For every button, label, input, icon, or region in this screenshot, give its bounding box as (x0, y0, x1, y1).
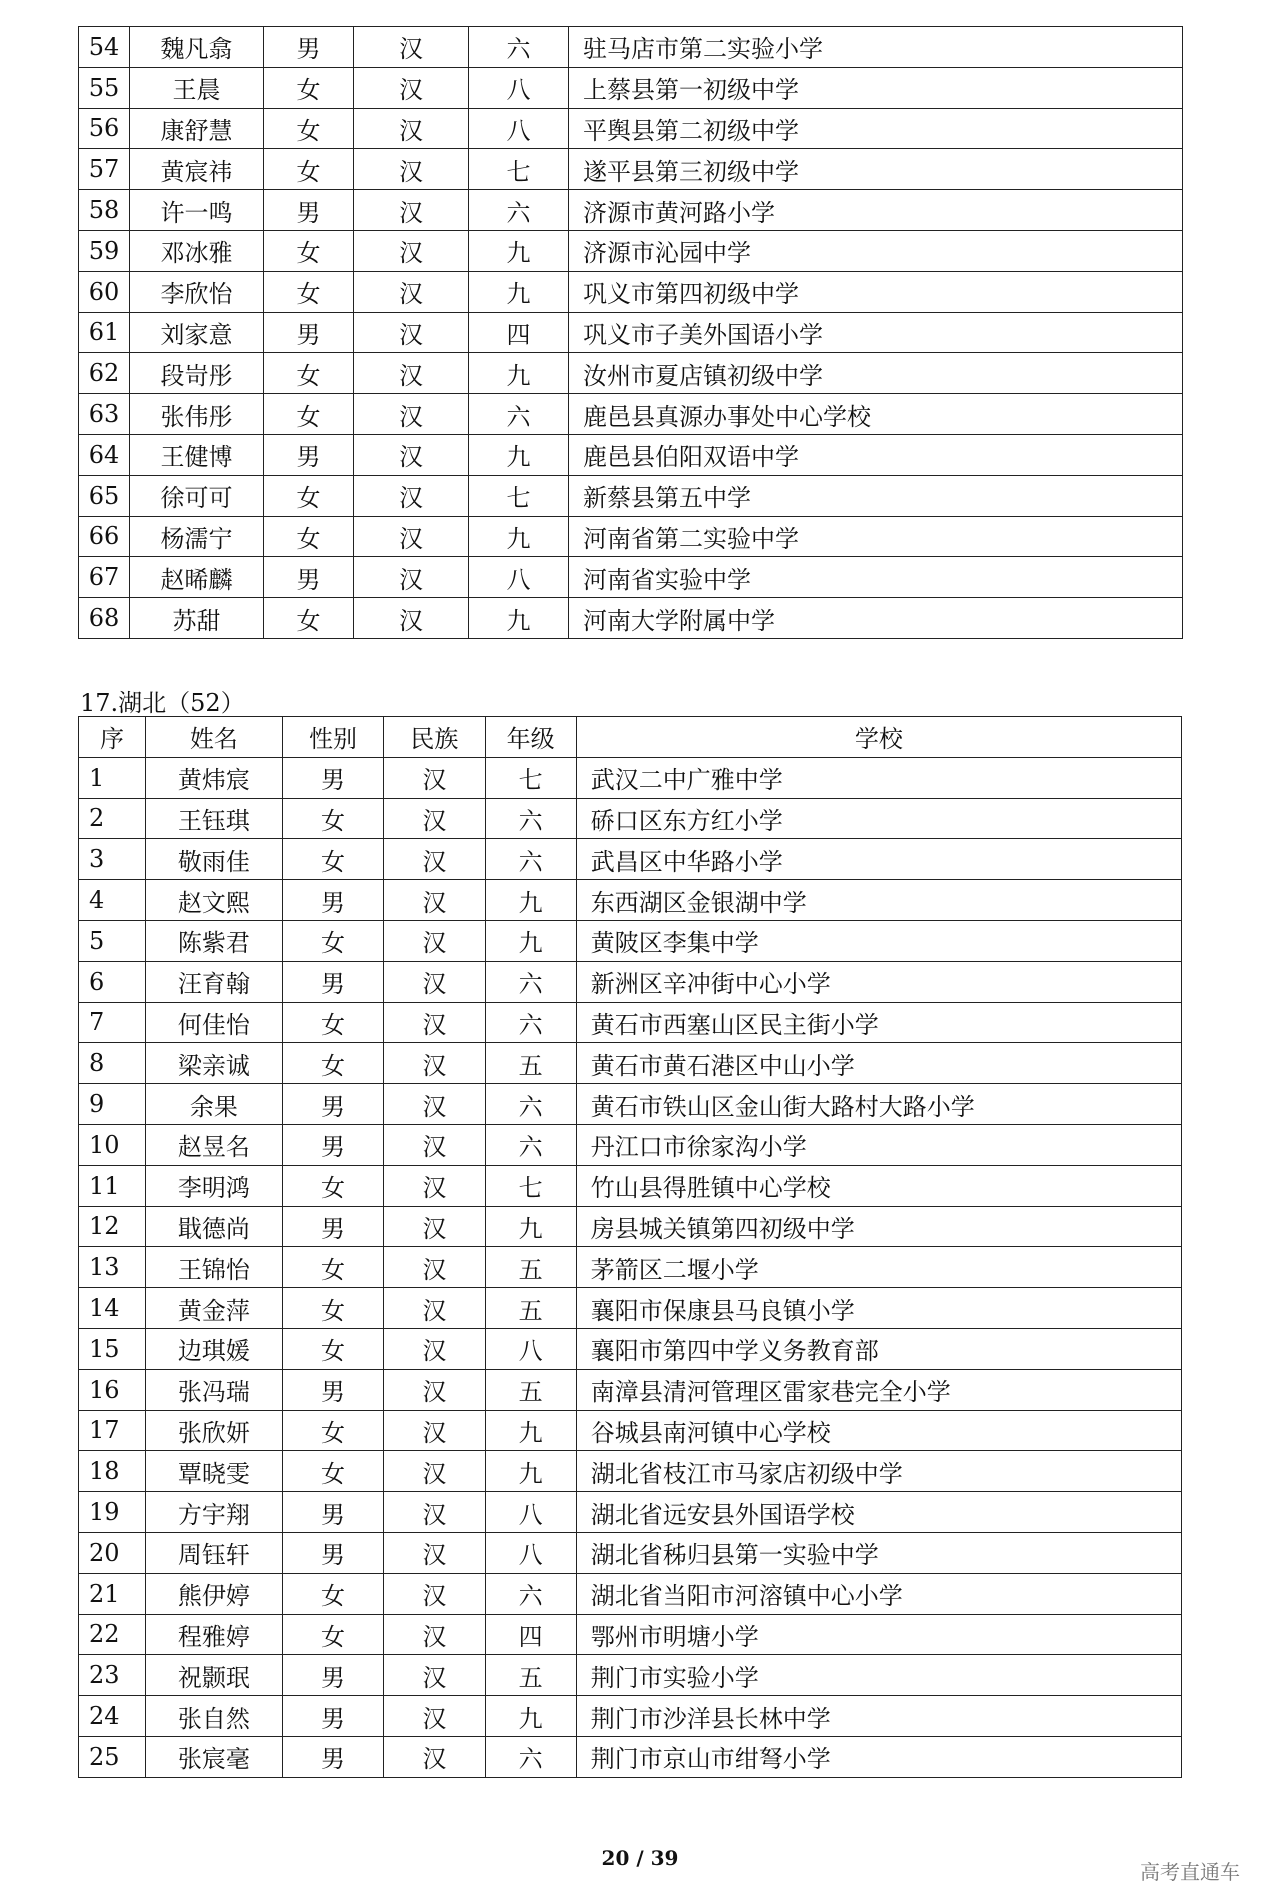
cell-gender: 女 (264, 271, 354, 312)
cell-gender: 男 (282, 1084, 383, 1125)
cell-seq: 54 (79, 27, 130, 68)
cell-gender: 女 (264, 149, 354, 190)
cell-ethnicity: 汉 (384, 1655, 485, 1696)
cell-school: 硚口区东方红小学 (576, 798, 1181, 839)
table-row (79, 230, 1183, 271)
cell-ethnicity: 汉 (384, 1410, 485, 1451)
cell-ethnicity: 汉 (384, 1002, 485, 1043)
cell-seq: 67 (79, 557, 130, 598)
cell-name: 戢德尚 (145, 1206, 282, 1247)
cell-seq: 1 (79, 757, 146, 798)
cell-ethnicity: 汉 (354, 557, 469, 598)
cell-grade: 九 (469, 353, 569, 394)
cell-gender: 女 (282, 798, 383, 839)
cell-grade: 六 (485, 1084, 576, 1125)
cell-gender: 女 (264, 67, 354, 108)
cell-grade: 五 (485, 1655, 576, 1696)
cell-seq: 12 (79, 1206, 146, 1247)
cell-gender: 女 (282, 1288, 383, 1329)
cell-name: 李欣怡 (130, 271, 264, 312)
cell-gender: 男 (282, 1369, 383, 1410)
cell-gender: 男 (264, 312, 354, 353)
table-row (79, 1247, 1182, 1288)
cell-school: 济源市沁园中学 (569, 230, 1183, 271)
cell-seq: 14 (79, 1288, 146, 1329)
cell-gender: 女 (264, 353, 354, 394)
cell-seq: 57 (79, 149, 130, 190)
cell-school: 武昌区中华路小学 (576, 839, 1181, 880)
table-row (79, 880, 1182, 921)
cell-grade: 六 (485, 1736, 576, 1777)
cell-grade: 六 (485, 1002, 576, 1043)
cell-school: 湖北省当阳市河溶镇中心小学 (576, 1573, 1181, 1614)
cell-ethnicity: 汉 (384, 1696, 485, 1737)
cell-grade: 八 (485, 1328, 576, 1369)
cell-ethnicity: 汉 (384, 1328, 485, 1369)
cell-name: 何佳怡 (145, 1002, 282, 1043)
cell-grade: 五 (485, 1288, 576, 1329)
table-row (79, 394, 1183, 435)
cell-ethnicity: 汉 (384, 1451, 485, 1492)
cell-ethnicity: 汉 (384, 1288, 485, 1329)
cell-ethnicity: 汉 (354, 475, 469, 516)
cell-grade: 九 (469, 598, 569, 639)
cell-school: 新蔡县第五中学 (569, 475, 1183, 516)
cell-seq: 62 (79, 353, 130, 394)
cell-name: 汪育翰 (145, 961, 282, 1002)
student-table-hubei (78, 716, 1182, 1778)
cell-school: 驻马店市第二实验小学 (569, 27, 1183, 68)
cell-ethnicity: 汉 (384, 1084, 485, 1125)
cell-grade: 九 (485, 1206, 576, 1247)
cell-ethnicity: 汉 (354, 67, 469, 108)
cell-grade: 八 (485, 1492, 576, 1533)
cell-name: 张冯瑞 (145, 1369, 282, 1410)
cell-seq: 22 (79, 1614, 146, 1655)
cell-ethnicity: 汉 (384, 1573, 485, 1614)
cell-gender: 女 (282, 920, 383, 961)
cell-seq: 21 (79, 1573, 146, 1614)
cell-seq: 58 (79, 190, 130, 231)
table-row (79, 108, 1183, 149)
cell-gender: 女 (282, 1410, 383, 1451)
cell-grade: 九 (485, 1410, 576, 1451)
cell-seq: 6 (79, 961, 146, 1002)
cell-seq: 18 (79, 1451, 146, 1492)
header-gender: 性别 (282, 717, 383, 758)
cell-grade: 六 (469, 394, 569, 435)
cell-school: 房县城关镇第四初级中学 (576, 1206, 1181, 1247)
cell-gender: 女 (264, 516, 354, 557)
cell-grade: 七 (469, 475, 569, 516)
cell-seq: 55 (79, 67, 130, 108)
cell-gender: 男 (264, 190, 354, 231)
cell-seq: 61 (79, 312, 130, 353)
table-row (79, 920, 1182, 961)
table-row (79, 1410, 1182, 1451)
cell-ethnicity: 汉 (354, 434, 469, 475)
cell-ethnicity: 汉 (384, 1206, 485, 1247)
cell-grade: 八 (469, 108, 569, 149)
cell-school: 湖北省秭归县第一实验中学 (576, 1532, 1181, 1573)
cell-ethnicity: 汉 (384, 798, 485, 839)
cell-seq: 5 (79, 920, 146, 961)
cell-school: 黄石市铁山区金山街大路村大路小学 (576, 1084, 1181, 1125)
cell-grade: 八 (469, 67, 569, 108)
cell-name: 梁亲诚 (145, 1043, 282, 1084)
cell-ethnicity: 汉 (384, 880, 485, 921)
cell-grade: 六 (485, 1124, 576, 1165)
cell-seq: 16 (79, 1369, 146, 1410)
cell-school: 丹江口市徐家沟小学 (576, 1124, 1181, 1165)
cell-gender: 男 (282, 1124, 383, 1165)
cell-grade: 五 (485, 1043, 576, 1084)
table-row (79, 1655, 1182, 1696)
cell-ethnicity: 汉 (384, 1247, 485, 1288)
table-row (79, 1614, 1182, 1655)
section-title-hubei: 17.湖北（52） (80, 689, 245, 717)
cell-seq: 66 (79, 516, 130, 557)
cell-gender: 男 (282, 1532, 383, 1573)
cell-name: 周钰轩 (145, 1532, 282, 1573)
cell-gender: 女 (264, 230, 354, 271)
cell-seq: 65 (79, 475, 130, 516)
cell-school: 东西湖区金银湖中学 (576, 880, 1181, 921)
cell-school: 湖北省远安县外国语学校 (576, 1492, 1181, 1533)
cell-grade: 五 (485, 1369, 576, 1410)
cell-ethnicity: 汉 (354, 271, 469, 312)
table-row (79, 1696, 1182, 1737)
cell-gender: 女 (282, 1451, 383, 1492)
cell-gender: 男 (282, 1736, 383, 1777)
cell-seq: 10 (79, 1124, 146, 1165)
cell-gender: 男 (282, 1696, 383, 1737)
cell-name: 程雅婷 (145, 1614, 282, 1655)
cell-grade: 六 (485, 1573, 576, 1614)
cell-grade: 六 (485, 961, 576, 1002)
cell-seq: 20 (79, 1532, 146, 1573)
cell-name: 许一鸣 (130, 190, 264, 231)
cell-school: 武汉二中广雅中学 (576, 757, 1181, 798)
cell-gender: 女 (282, 1165, 383, 1206)
cell-seq: 64 (79, 434, 130, 475)
cell-name: 苏甜 (130, 598, 264, 639)
table-row (79, 798, 1182, 839)
cell-grade: 四 (469, 312, 569, 353)
cell-name: 段岢彤 (130, 353, 264, 394)
cell-name: 余果 (145, 1084, 282, 1125)
table-row (79, 598, 1183, 639)
cell-seq: 8 (79, 1043, 146, 1084)
table-row (79, 516, 1183, 557)
table-row (79, 149, 1183, 190)
cell-school: 河南省实验中学 (569, 557, 1183, 598)
cell-seq: 3 (79, 839, 146, 880)
watermark: 高考直通车 (1140, 1860, 1240, 1884)
cell-ethnicity: 汉 (384, 1532, 485, 1573)
cell-grade: 四 (485, 1614, 576, 1655)
cell-name: 祝颢珉 (145, 1655, 282, 1696)
table-row (79, 27, 1183, 68)
table-row (79, 1206, 1182, 1247)
cell-gender: 男 (282, 1655, 383, 1696)
cell-gender: 男 (282, 880, 383, 921)
cell-name: 敬雨佳 (145, 839, 282, 880)
cell-seq: 25 (79, 1736, 146, 1777)
cell-name: 杨濡宁 (130, 516, 264, 557)
header-name: 姓名 (145, 717, 282, 758)
cell-grade: 九 (485, 880, 576, 921)
student-table-continued (78, 26, 1183, 639)
table-row (79, 434, 1183, 475)
cell-name: 王锦怡 (145, 1247, 282, 1288)
cell-grade: 九 (485, 920, 576, 961)
cell-school: 汝州市夏店镇初级中学 (569, 353, 1183, 394)
cell-seq: 13 (79, 1247, 146, 1288)
cell-name: 张自然 (145, 1696, 282, 1737)
cell-ethnicity: 汉 (384, 1492, 485, 1533)
cell-grade: 九 (469, 230, 569, 271)
cell-name: 黄金萍 (145, 1288, 282, 1329)
table-row (79, 1002, 1182, 1043)
cell-gender: 女 (282, 1573, 383, 1614)
cell-name: 魏凡翕 (130, 27, 264, 68)
cell-gender: 男 (264, 557, 354, 598)
cell-name: 方宇翔 (145, 1492, 282, 1533)
cell-name: 黄宸祎 (130, 149, 264, 190)
table-row (79, 1451, 1182, 1492)
header-seq: 序 (79, 717, 146, 758)
cell-seq: 15 (79, 1328, 146, 1369)
cell-name: 赵文熙 (145, 880, 282, 921)
cell-seq: 24 (79, 1696, 146, 1737)
cell-school: 茅箭区二堰小学 (576, 1247, 1181, 1288)
cell-name: 康舒慧 (130, 108, 264, 149)
cell-gender: 女 (282, 839, 383, 880)
cell-school: 遂平县第三初级中学 (569, 149, 1183, 190)
cell-gender: 女 (264, 475, 354, 516)
table-row (79, 312, 1183, 353)
cell-seq: 56 (79, 108, 130, 149)
cell-seq: 7 (79, 1002, 146, 1043)
header-school: 学校 (576, 717, 1181, 758)
cell-name: 覃晓雯 (145, 1451, 282, 1492)
table-row (79, 1492, 1182, 1533)
cell-grade: 六 (469, 190, 569, 231)
cell-school: 黄石市黄石港区中山小学 (576, 1043, 1181, 1084)
cell-gender: 男 (282, 1206, 383, 1247)
cell-gender: 女 (264, 598, 354, 639)
table-row (79, 839, 1182, 880)
cell-name: 边琪媛 (145, 1328, 282, 1369)
cell-school: 黄陂区李集中学 (576, 920, 1181, 961)
cell-school: 谷城县南河镇中心学校 (576, 1410, 1181, 1451)
table-header-row (79, 717, 1182, 758)
cell-ethnicity: 汉 (384, 1043, 485, 1084)
cell-school: 竹山县得胜镇中心学校 (576, 1165, 1181, 1206)
cell-name: 刘家意 (130, 312, 264, 353)
cell-school: 襄阳市第四中学义务教育部 (576, 1328, 1181, 1369)
cell-school: 鹿邑县真源办事处中心学校 (569, 394, 1183, 435)
cell-seq: 17 (79, 1410, 146, 1451)
cell-school: 平舆县第二初级中学 (569, 108, 1183, 149)
cell-school: 济源市黄河路小学 (569, 190, 1183, 231)
cell-seq: 60 (79, 271, 130, 312)
cell-gender: 女 (282, 1614, 383, 1655)
cell-school: 河南省第二实验中学 (569, 516, 1183, 557)
table-row (79, 271, 1183, 312)
cell-gender: 男 (282, 961, 383, 1002)
cell-seq: 4 (79, 880, 146, 921)
cell-ethnicity: 汉 (384, 839, 485, 880)
table-row (79, 67, 1183, 108)
cell-ethnicity: 汉 (354, 353, 469, 394)
cell-gender: 男 (264, 27, 354, 68)
cell-school: 河南大学附属中学 (569, 598, 1183, 639)
cell-ethnicity: 汉 (384, 961, 485, 1002)
cell-grade: 九 (485, 1696, 576, 1737)
cell-name: 李明鸿 (145, 1165, 282, 1206)
cell-gender: 男 (282, 757, 383, 798)
cell-grade: 九 (469, 271, 569, 312)
cell-school: 巩义市第四初级中学 (569, 271, 1183, 312)
cell-ethnicity: 汉 (354, 190, 469, 231)
cell-school: 上蔡县第一初级中学 (569, 67, 1183, 108)
cell-ethnicity: 汉 (384, 1369, 485, 1410)
cell-seq: 2 (79, 798, 146, 839)
cell-seq: 11 (79, 1165, 146, 1206)
cell-gender: 女 (264, 394, 354, 435)
header-ethnicity: 民族 (384, 717, 485, 758)
cell-grade: 九 (469, 516, 569, 557)
cell-school: 南漳县清河管理区雷家巷完全小学 (576, 1369, 1181, 1410)
table-row (79, 1736, 1182, 1777)
cell-seq: 19 (79, 1492, 146, 1533)
cell-seq: 68 (79, 598, 130, 639)
cell-seq: 59 (79, 230, 130, 271)
header-grade: 年级 (485, 717, 576, 758)
cell-gender: 女 (282, 1043, 383, 1084)
table-row (79, 1369, 1182, 1410)
cell-gender: 女 (282, 1002, 383, 1043)
cell-ethnicity: 汉 (384, 757, 485, 798)
cell-grade: 七 (485, 1165, 576, 1206)
cell-name: 王钰琪 (145, 798, 282, 839)
cell-school: 荆门市实验小学 (576, 1655, 1181, 1696)
cell-grade: 九 (485, 1451, 576, 1492)
cell-grade: 六 (485, 839, 576, 880)
table-row (79, 190, 1183, 231)
cell-grade: 八 (469, 557, 569, 598)
cell-ethnicity: 汉 (354, 149, 469, 190)
cell-name: 邓冰雅 (130, 230, 264, 271)
cell-gender: 男 (264, 434, 354, 475)
cell-ethnicity: 汉 (354, 394, 469, 435)
cell-school: 荆门市京山市绀弩小学 (576, 1736, 1181, 1777)
table-row (79, 1532, 1182, 1573)
cell-school: 巩义市子美外国语小学 (569, 312, 1183, 353)
cell-name: 熊伊婷 (145, 1573, 282, 1614)
cell-seq: 23 (79, 1655, 146, 1696)
cell-grade: 五 (485, 1247, 576, 1288)
cell-name: 陈紫君 (145, 920, 282, 961)
cell-grade: 八 (485, 1532, 576, 1573)
cell-school: 襄阳市保康县马良镇小学 (576, 1288, 1181, 1329)
table-row (79, 1573, 1182, 1614)
cell-ethnicity: 汉 (354, 108, 469, 149)
table-row (79, 1124, 1182, 1165)
cell-ethnicity: 汉 (384, 1165, 485, 1206)
table-row (79, 353, 1183, 394)
table-body (79, 757, 1182, 1777)
table-row (79, 1165, 1182, 1206)
cell-name: 张伟彤 (130, 394, 264, 435)
table-row (79, 1084, 1182, 1125)
table-row (79, 475, 1183, 516)
cell-gender: 女 (282, 1247, 383, 1288)
cell-gender: 女 (282, 1328, 383, 1369)
cell-school: 湖北省枝江市马家店初级中学 (576, 1451, 1181, 1492)
table-row (79, 961, 1182, 1002)
cell-name: 赵晞麟 (130, 557, 264, 598)
cell-grade: 七 (469, 149, 569, 190)
cell-grade: 九 (469, 434, 569, 475)
cell-gender: 女 (264, 108, 354, 149)
cell-ethnicity: 汉 (354, 516, 469, 557)
cell-name: 张宸毫 (145, 1736, 282, 1777)
cell-school: 新洲区辛冲街中心小学 (576, 961, 1181, 1002)
cell-gender: 男 (282, 1492, 383, 1533)
cell-ethnicity: 汉 (354, 598, 469, 639)
cell-grade: 六 (469, 27, 569, 68)
page-number: 20 / 39 (601, 1846, 679, 1870)
cell-name: 徐可可 (130, 475, 264, 516)
cell-school: 黄石市西塞山区民主街小学 (576, 1002, 1181, 1043)
cell-school: 鹿邑县伯阳双语中学 (569, 434, 1183, 475)
table-body (79, 27, 1183, 639)
table-row (79, 757, 1182, 798)
cell-name: 张欣妍 (145, 1410, 282, 1451)
table-row (79, 557, 1183, 598)
cell-school: 荆门市沙洋县长林中学 (576, 1696, 1181, 1737)
cell-ethnicity: 汉 (354, 27, 469, 68)
cell-name: 黄炜宸 (145, 757, 282, 798)
table-row (79, 1288, 1182, 1329)
table-row (79, 1328, 1182, 1369)
cell-seq: 63 (79, 394, 130, 435)
cell-grade: 六 (485, 798, 576, 839)
cell-ethnicity: 汉 (384, 920, 485, 961)
cell-ethnicity: 汉 (384, 1614, 485, 1655)
cell-ethnicity: 汉 (354, 312, 469, 353)
cell-grade: 七 (485, 757, 576, 798)
cell-school: 鄂州市明塘小学 (576, 1614, 1181, 1655)
cell-name: 王健博 (130, 434, 264, 475)
cell-seq: 9 (79, 1084, 146, 1125)
cell-ethnicity: 汉 (384, 1736, 485, 1777)
table-row (79, 1043, 1182, 1084)
cell-name: 赵昱名 (145, 1124, 282, 1165)
cell-ethnicity: 汉 (384, 1124, 485, 1165)
cell-ethnicity: 汉 (354, 230, 469, 271)
cell-name: 王晨 (130, 67, 264, 108)
